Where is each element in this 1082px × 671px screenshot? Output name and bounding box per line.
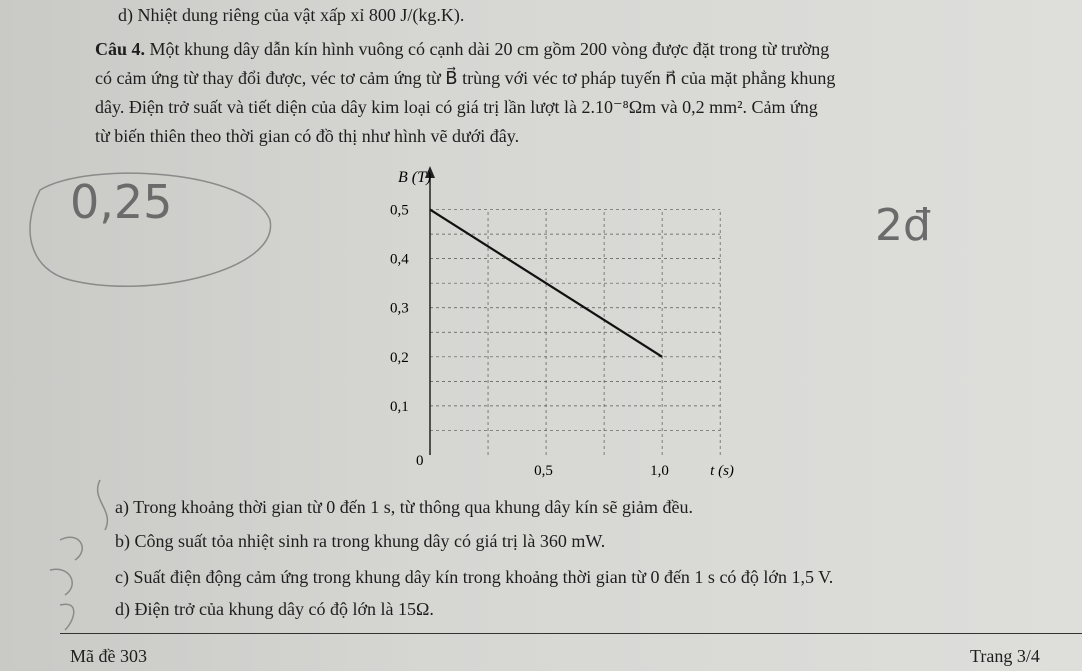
b-vs-t-graph — [360, 160, 780, 480]
handwritten-note-left: 0,25 — [70, 175, 173, 229]
y-tick-label: 0,3 — [390, 300, 409, 317]
x-axis-label: t (s) — [710, 463, 734, 479]
option-a: a) Trong khoảng thời gian từ 0 đến 1 s, từ thông qua khung dây kín sẽ giảm đều. — [115, 497, 693, 517]
margin-scribbles — [20, 460, 120, 640]
y-tick-label: 0,5 — [390, 202, 409, 219]
question-4-line-3: dây. Điện trở suất và tiết diện của dây kim loại có giá trị lần lượt là 2.10⁻⁸Ωm và 0,2 mm². Cảm ứng — [95, 97, 818, 117]
y-tick-label: 0,4 — [390, 251, 409, 268]
exam-code: Mã đề 303 — [70, 646, 147, 666]
question-4-text-1: Một khung dây dẫn kín hình vuông có cạnh dài 20 cm gồm 200 vòng được đặt trong từ trường — [145, 39, 830, 59]
x-tick-label: 0,5 — [534, 463, 553, 479]
question-4-line-2: có cảm ứng từ thay đổi được, véc tơ cảm ứng từ B⃗ trùng với véc tơ pháp tuyến n⃗ của mặt phẳng khung — [95, 68, 836, 88]
question-4-label: Câu 4. — [95, 39, 146, 59]
option-b: b) Công suất tỏa nhiệt sinh ra trong khung dây có giá trị là 360 mW. — [115, 531, 606, 551]
question-4-line-4: từ biến thiên theo thời gian có đồ thị như hình vẽ dưới đây. — [95, 126, 520, 146]
option-d: d) Điện trở của khung dây có độ lớn là 15Ω. — [115, 599, 434, 619]
y-axis-label: B (T) — [398, 169, 432, 186]
y-tick-label: 0,2 — [390, 349, 409, 366]
previous-option-d: d) Nhiệt dung riêng của vật xấp xỉ 800 J/(kg.K). — [118, 5, 465, 25]
origin-label: 0 — [416, 453, 424, 469]
question-4-line-1 — [95, 38, 829, 60]
y-tick-label: 0,1 — [390, 398, 409, 415]
footer-rule — [60, 633, 1082, 634]
handwritten-note-right: 2đ — [875, 200, 931, 251]
x-tick-label: 1,0 — [650, 463, 669, 479]
page-number: Trang 3/4 — [970, 646, 1040, 666]
handwritten-circle — [10, 150, 310, 300]
option-c: c) Suất điện động cảm ứng trong khung dây kín trong khoảng thời gian từ 0 đến 1 s có độ lớn 1,5 V. — [115, 567, 834, 587]
